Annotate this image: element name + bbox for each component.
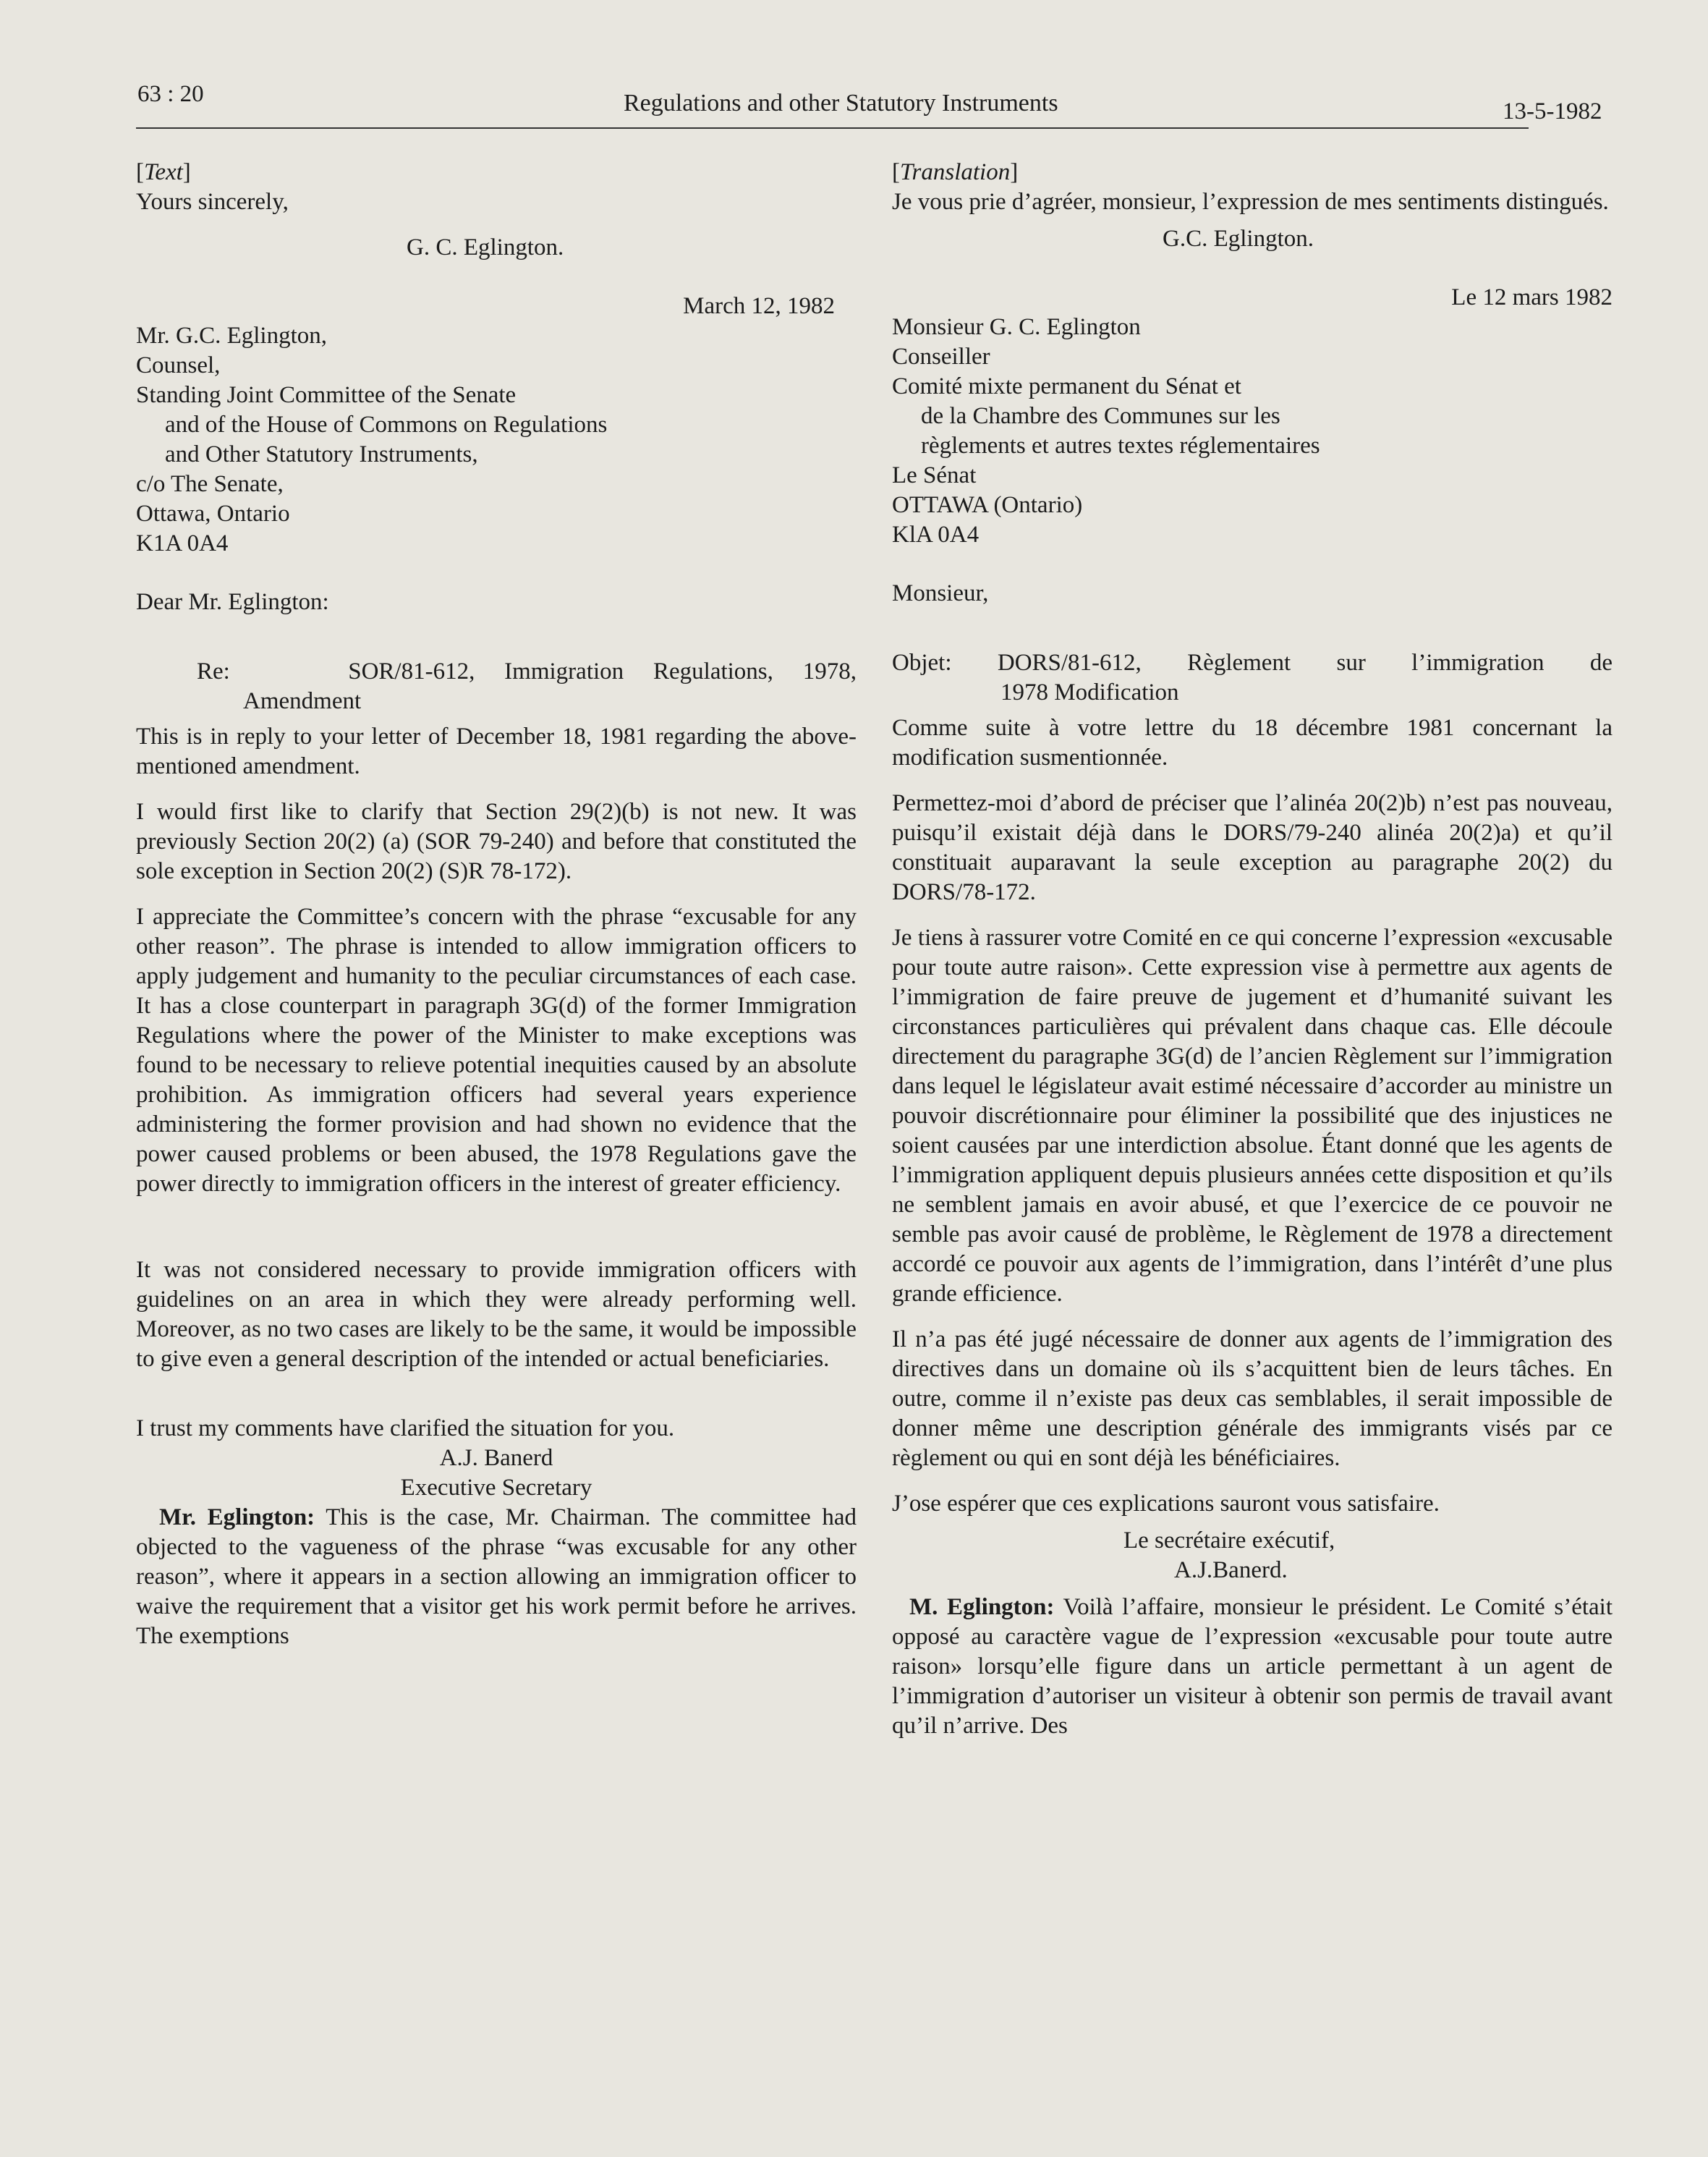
running-title: Regulations and other Statutory Instruments — [624, 90, 1058, 116]
header-rule — [136, 127, 1529, 129]
subject-line — [892, 648, 1613, 708]
address-line: Ottawa, Ontario — [136, 501, 290, 527]
speaker-name: Mr. Eglington: — [159, 1504, 315, 1530]
issue-date: 13-5-1982 — [1503, 98, 1602, 124]
address-line: Standing Joint Committee of the Senate — [136, 382, 517, 408]
subject-line — [136, 657, 857, 716]
address-line: KlA 0A4 — [892, 522, 980, 548]
speech-text: This is the case, Mr. Chairman. The committee had objected to the vagueness of the phrase “was excusable for any other reason”, where it appears in a section allowing an immigration officer to waive the requirement that a visitor get his work permit before he arrives. The exemptions — [136, 1504, 857, 1649]
paragraph: This is in reply to your letter of December 18, 1981 regarding the above-mentioned amendment. — [136, 724, 857, 779]
subject-text: DORS/81-612, Règlement sur l’immigration de — [997, 650, 1613, 676]
paragraph: Je tiens à rassurer votre Comité en ce qui concerne l’expression «excusable pour toute autre raison». Cette expression vise à permettre aux agents de l’immigration de faire preuve de jugement et d’humanité suivant les circonstances particulières qui prévalent dans chaque cas. Elle découle directement du paragraphe 3G(d) de l’ancien Règlement sur l’immigration dans lequel le législateur avait estimé nécessaire d’accorder au ministre un pouvoir discrétionnaire pour éliminer la possibilité que des injustices ne soient causées par une interdiction absolue. Étant donné que les agents de l’immigration appliquent depuis plusieurs années cette disposition et qu’ils ne semblent jamais en avoir abusé, et que l’exercice de ce pouvoir ne semble pas avoir causé de problème, le Règlement de 1978 a directement accordé ce pouvoir aux agents de l’immigration, dans l’intérêt d’une plus grande efficience. — [892, 925, 1613, 1307]
address-line: and Other Statutory Instruments, — [165, 441, 478, 467]
paragraph: I appreciate the Committee’s concern with the phrase “excusable for any other reason”. The phrase is intended to allow immigration officers to apply judgement and humanity to the peculiar circumstances of each case. It has a close counterpart in paragraph 3G(d) of the former Immigration Regulations where the power of the Minister to make exceptions was found to be necessary to relieve potential inequities caused by an absolute prohibition. As immigration officers had several years experience administering the former provision and had shown no evidence that the power caused problems or been abused, the 1978 Regulations gave the power directly to immigration officers in the interest of greater efficiency. — [136, 904, 857, 1197]
salutation: Dear Mr. Eglington: — [136, 589, 329, 615]
translation-label: [Translation] — [892, 159, 1019, 185]
address-line: OTTAWA (Ontario) — [892, 492, 1083, 518]
letter-date: March 12, 1982 — [683, 293, 835, 319]
address-line: Comité mixte permanent du Sénat et — [892, 373, 1241, 399]
signature-2-name: A.J.Banerd. — [1174, 1557, 1288, 1583]
text-label: [Text] — [136, 159, 191, 185]
english-column — [136, 158, 857, 1651]
address-line: c/o The Senate, — [136, 471, 284, 497]
paragraph: Permettez-moi d’abord de préciser que l’alinéa 20(2)b) n’est pas nouveau, puisqu’il existait déjà dans le DORS/79-240 alinéa 20(2)a) et qu’il constituait auparavant la seule exception au paragraphe 20(2) du DORS/78-172. — [892, 790, 1613, 905]
closing: Je vous prie d’agréer, monsieur, l’expression de mes sentiments distingués. — [892, 189, 1609, 215]
subject-text: SOR/81-612, Immigration Regulations, 1978, — [348, 658, 857, 685]
address-line: règlements et autres textes réglementaires — [921, 433, 1320, 459]
translation-label-word: Translation — [900, 159, 1011, 185]
letter-date: Le 12 mars 1982 — [1451, 284, 1613, 310]
paragraph: J’ose espérer que ces explications sauront vous satisfaire. — [892, 1491, 1440, 1517]
salutation: Monsieur, — [892, 580, 989, 606]
address-line: Conseiller — [892, 344, 990, 370]
signature-2-title: Executive Secretary — [400, 1475, 592, 1501]
subject-label: Objet: — [892, 650, 952, 676]
signature-1: G. C. Eglington. — [407, 234, 564, 260]
speaker-name: M. Eglington: — [909, 1594, 1055, 1620]
address-line: Monsieur G. C. Eglington — [892, 314, 1141, 340]
signature-2-title: Le secrétaire exécutif, — [1123, 1527, 1335, 1554]
paragraph: I trust my comments have clarified the situation for you. — [136, 1415, 675, 1441]
subject-text-cont: 1978 Modification — [1000, 679, 1179, 705]
closing: Yours sincerely, — [136, 189, 289, 215]
signature-1: G.C. Eglington. — [1163, 226, 1314, 252]
address-line: Le Sénat — [892, 462, 977, 488]
paragraph: It was not considered necessary to provide immigration officers with guidelines on an area in which they were already performing well. Moreover, as no two cases are likely to be the same, it would be impossible to give even a general description of the intended or actual beneficiaries. — [136, 1257, 857, 1372]
signature-2-name: A.J. Banerd — [439, 1445, 553, 1471]
text-label-word: Text — [144, 159, 183, 185]
paragraph: Il n’a pas été jugé nécessaire de donner aux agents de l’immigration des directives dans un domaine où ils s’acquittent bien de leurs tâches. En outre, comme il n’existe pas deux cas semblables, il serait impossible de donner même une description générale des immigrants visés par ce règlement ou qui en sont déjà les bénéficiaires. — [892, 1326, 1613, 1471]
page-number: 63 : 20 — [137, 81, 204, 107]
french-column — [892, 158, 1613, 1741]
subject-label: Re: — [197, 658, 230, 685]
speech-paragraph — [892, 1593, 1613, 1741]
speech-paragraph — [136, 1503, 857, 1651]
address-line: Mr. G.C. Eglington, — [136, 323, 328, 349]
address-line: K1A 0A4 — [136, 530, 229, 556]
speech-text: Voilà l’affaire, monsieur le président. Le Comité s’était opposé au caractère vague de l’expression «excusable pour toute autre raison» lorsqu’elle figure dans un article permettant à un agent de l’immigration d’autoriser un visiteur à obtenir son permis de travail avant qu’il n’arrive. Des — [892, 1594, 1613, 1739]
address-line: and of the House of Commons on Regulations — [165, 412, 608, 438]
address-line: Counsel, — [136, 352, 221, 378]
paragraph: I would first like to clarify that Section 29(2)(b) is not new. It was previously Section 20(2) (a) (SOR 79-240) and before that constituted the sole exception in Section 20(2) (S)R 78-172). — [136, 799, 857, 884]
paragraph: Comme suite à votre lettre du 18 décembre 1981 concernant la modification susmentionnée. — [892, 715, 1613, 771]
address-line: de la Chambre des Communes sur les — [921, 403, 1280, 429]
subject-text-cont: Amendment — [243, 688, 362, 714]
